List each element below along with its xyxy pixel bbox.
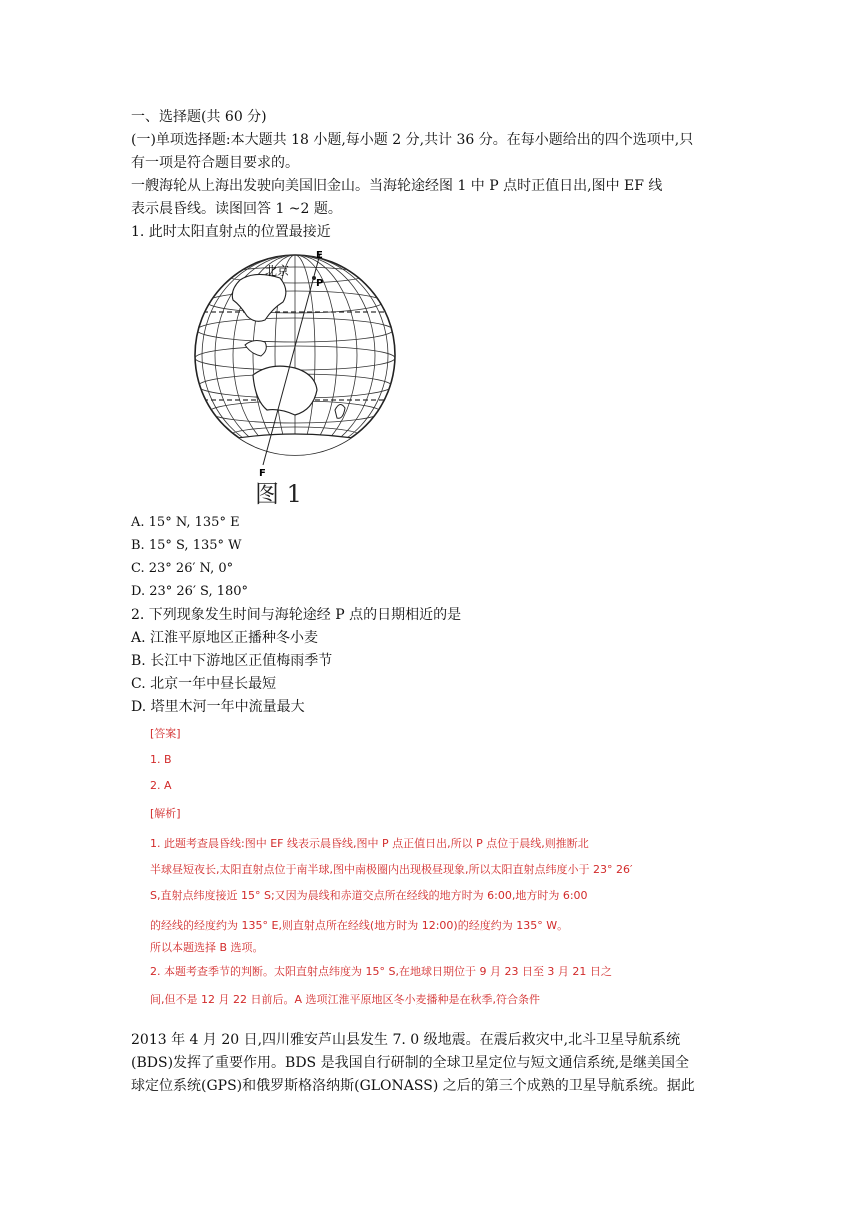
paragraph-line-1: 2013 年 4 月 20 日,四川雅安芦山县发生 7. 0 级地震。在震后救灾中,北斗卫星导航系统 [131,1032,681,1048]
analysis-label: [解析] [150,807,181,820]
answer-2: 2. A [150,779,172,792]
stem-line-1: 一艘海轮从上海出发驶向美国旧金山。当海轮途经图 1 中 P 点时正值日出,图中 EF 线 [131,178,663,194]
instruction-line-1: (一)单项选择题:本大题共 18 小题,每小题 2 分,共计 36 分。在每小题给出的四个选项中,只 [131,132,694,148]
q2-option-a: A. 江淮平原地区正播种冬小麦 [131,630,319,646]
question-2-text: 2. 下列现象发生时间与海轮途经 P 点的日期相近的是 [131,607,462,623]
paragraph-line-2: (BDS)发挥了重要作用。BDS 是我国自行研制的全球卫星定位与短文通信系统,是继美国全 [131,1055,690,1071]
q2-option-d: D. 塔里木河一年中流量最大 [131,699,305,715]
analysis-line-1: 1. 此题考查晨昏线:图中 EF 线表示晨昏线,图中 P 点正值日出,所以 P 点位于晨线,则推断北 [150,837,589,850]
q2-option-b: B. 长江中下游地区正值梅雨季节 [131,653,333,669]
instruction-line-2: 有一项是符合题目要求的。 [131,155,299,171]
label-e: E [316,250,323,261]
analysis-line-7: 间,但不是 12 月 22 日前后。A 选项江淮平原地区冬小麦播种是在秋季,符合条件 [150,993,540,1006]
analysis-line-3: S,直射点纬度接近 15° S;又因为晨线和赤道交点所在经线的地方时为 6:00,地方时为 6:00 [150,889,588,902]
analysis-line-5: 所以本题选择 B 选项。 [150,941,264,954]
q1-option-c: C. 23° 26′ N, 0° [131,561,234,576]
q1-option-b: B. 15° S, 135° W [131,538,242,553]
globe-illustration [185,250,405,480]
q2-option-c: C. 北京一年中昼长最短 [131,676,277,692]
q1-option-a: A. 15° N, 135° E [131,515,240,530]
answer-1: 1. B [150,753,172,766]
analysis-line-4: 的经线的经度约为 135° E,则直射点所在经线(地方时为 12:00)的经度约为 135° W。 [150,919,569,932]
answer-label: [答案] [150,727,181,740]
figure-caption: 图 1 [255,480,302,508]
q1-option-d: D. 23° 26′ S, 180° [131,584,249,599]
label-p: P [316,278,324,289]
stem-line-2: 表示晨昏线。读图回答 1 ~2 题。 [131,201,342,217]
label-beijing: 北京 [265,264,290,278]
section-heading: 一、选择题(共 60 分) [131,109,267,125]
globe-figure [185,250,405,510]
paragraph-line-3: 球定位系统(GPS)和俄罗斯格洛纳斯(GLONASS) 之后的第三个成熟的卫星导航系统。据此 [131,1078,695,1094]
analysis-line-6: 2. 本题考查季节的判断。太阳直射点纬度为 15° S,在地球日期位于 9 月 23 日至 3 月 21 日之 [150,965,612,978]
analysis-line-2: 半球昼短夜长,太阳直射点位于南半球,图中南极圈内出现极昼现象,所以太阳直射点纬度小于 23° 26′ [150,863,633,876]
question-1-text: 1. 此时太阳直射点的位置最接近 [131,224,331,240]
label-f: F [259,468,266,479]
